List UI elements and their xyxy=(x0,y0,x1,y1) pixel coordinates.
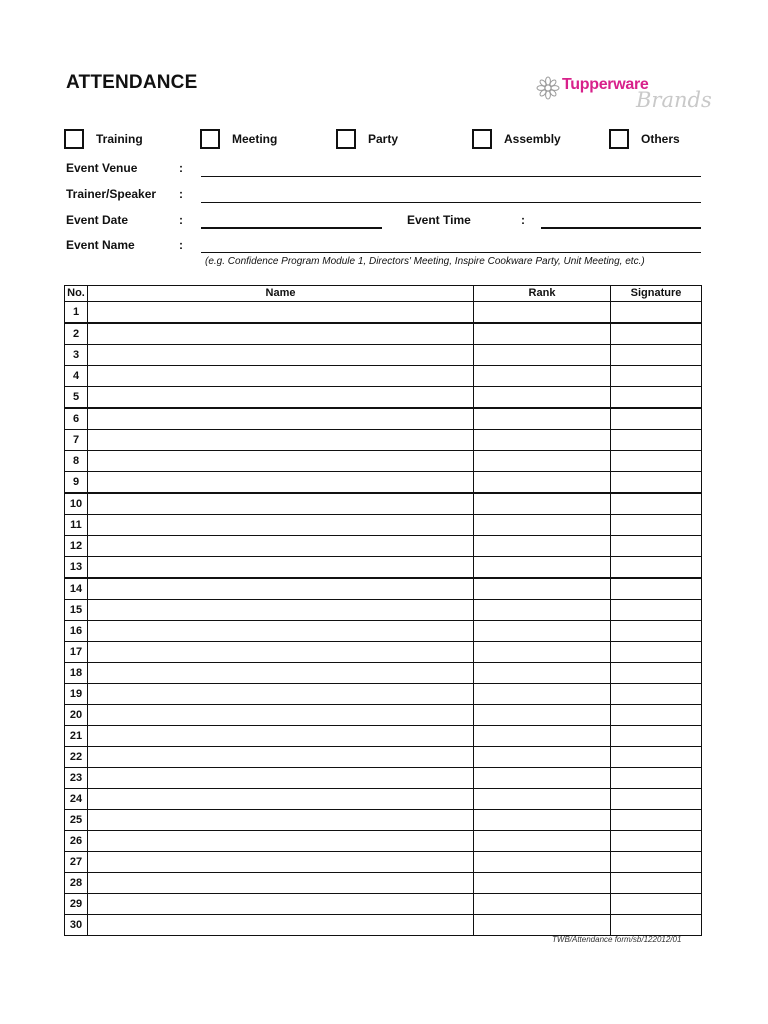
name-cell[interactable] xyxy=(88,366,474,387)
rank-cell[interactable] xyxy=(474,705,611,726)
row-number: 14 xyxy=(65,578,88,600)
table-row xyxy=(65,472,702,494)
name-cell[interactable] xyxy=(88,600,474,621)
training-label: Training xyxy=(96,132,143,146)
name-cell[interactable] xyxy=(88,536,474,557)
assembly-checkbox[interactable] xyxy=(472,129,492,149)
name-cell[interactable] xyxy=(88,810,474,831)
signature-cell[interactable] xyxy=(611,621,702,642)
row-number: 21 xyxy=(65,726,88,747)
row-number: 11 xyxy=(65,515,88,536)
signature-cell[interactable] xyxy=(611,536,702,557)
signature-cell[interactable] xyxy=(611,810,702,831)
table-header-row xyxy=(65,286,702,302)
rank-cell[interactable] xyxy=(474,430,611,451)
rank-cell[interactable] xyxy=(474,852,611,873)
option-party[interactable] xyxy=(336,129,398,149)
name-cell[interactable] xyxy=(88,472,474,494)
table-row xyxy=(65,408,702,430)
name-cell[interactable] xyxy=(88,831,474,852)
signature-cell[interactable] xyxy=(611,705,702,726)
table-row xyxy=(65,493,702,515)
name-cell[interactable] xyxy=(88,873,474,894)
signature-cell[interactable] xyxy=(611,915,702,936)
rank-cell[interactable] xyxy=(474,366,611,387)
rank-cell[interactable] xyxy=(474,684,611,705)
trainer-label: Trainer/Speaker xyxy=(66,187,157,201)
trainer-field[interactable] xyxy=(201,202,701,203)
name-cell[interactable] xyxy=(88,726,474,747)
rank-cell[interactable] xyxy=(474,663,611,684)
table-row xyxy=(65,621,702,642)
option-meeting[interactable] xyxy=(200,129,277,149)
signature-cell[interactable] xyxy=(611,366,702,387)
table-row xyxy=(65,557,702,579)
row-number: 1 xyxy=(65,302,88,324)
table-row xyxy=(65,768,702,789)
table-row xyxy=(65,387,702,409)
meeting-label: Meeting xyxy=(232,132,278,146)
rank-cell[interactable] xyxy=(474,578,611,600)
event-name-label: Event Name xyxy=(66,238,135,252)
option-others[interactable] xyxy=(609,129,680,149)
rank-cell[interactable] xyxy=(474,323,611,345)
table-row xyxy=(65,789,702,810)
event-date-field[interactable] xyxy=(201,227,382,229)
signature-cell[interactable] xyxy=(611,493,702,515)
signature-cell[interactable] xyxy=(611,302,702,324)
row-number: 30 xyxy=(65,915,88,936)
signature-cell[interactable] xyxy=(611,663,702,684)
table-row xyxy=(65,852,702,873)
name-cell[interactable] xyxy=(88,621,474,642)
signature-cell[interactable] xyxy=(611,747,702,768)
name-cell[interactable] xyxy=(88,451,474,472)
name-cell[interactable] xyxy=(88,408,474,430)
row-number: 29 xyxy=(65,894,88,915)
event-time-colon: : xyxy=(521,213,525,227)
signature-cell[interactable] xyxy=(611,430,702,451)
signature-cell[interactable] xyxy=(611,789,702,810)
table-row xyxy=(65,302,702,324)
row-number: 16 xyxy=(65,621,88,642)
rank-cell[interactable] xyxy=(474,408,611,430)
table-row xyxy=(65,810,702,831)
row-number: 7 xyxy=(65,430,88,451)
party-checkbox[interactable] xyxy=(336,129,356,149)
table-row xyxy=(65,663,702,684)
row-number: 20 xyxy=(65,705,88,726)
name-cell[interactable] xyxy=(88,684,474,705)
signature-cell[interactable] xyxy=(611,387,702,409)
name-cell[interactable] xyxy=(88,345,474,366)
row-number: 27 xyxy=(65,852,88,873)
rank-cell[interactable] xyxy=(474,302,611,324)
table-row xyxy=(65,366,702,387)
signature-cell[interactable] xyxy=(611,894,702,915)
table-row xyxy=(65,915,702,936)
rank-cell[interactable] xyxy=(474,873,611,894)
table-row xyxy=(65,515,702,536)
table-row xyxy=(65,747,702,768)
rank-cell[interactable] xyxy=(474,831,611,852)
rank-cell[interactable] xyxy=(474,726,611,747)
event-venue-label: Event Venue xyxy=(66,161,138,175)
signature-cell[interactable] xyxy=(611,873,702,894)
row-number: 13 xyxy=(65,557,88,579)
row-number: 10 xyxy=(65,493,88,515)
table-row xyxy=(65,323,702,345)
flower-icon xyxy=(536,76,560,100)
table-row xyxy=(65,894,702,915)
event-type-options xyxy=(0,129,768,153)
event-venue-colon: : xyxy=(179,161,183,175)
rank-cell[interactable] xyxy=(474,600,611,621)
row-number: 28 xyxy=(65,873,88,894)
table-row xyxy=(65,873,702,894)
rank-cell[interactable] xyxy=(474,915,611,936)
event-date-colon: : xyxy=(179,213,183,227)
table-row xyxy=(65,684,702,705)
name-cell[interactable] xyxy=(88,642,474,663)
table-row xyxy=(65,430,702,451)
table-row xyxy=(65,831,702,852)
rank-cell[interactable] xyxy=(474,536,611,557)
signature-cell[interactable] xyxy=(611,323,702,345)
row-number: 15 xyxy=(65,600,88,621)
rank-cell[interactable] xyxy=(474,472,611,494)
tupperware-logo xyxy=(536,70,712,122)
row-number: 17 xyxy=(65,642,88,663)
row-number: 19 xyxy=(65,684,88,705)
name-cell[interactable] xyxy=(88,894,474,915)
row-number: 18 xyxy=(65,663,88,684)
others-checkbox[interactable] xyxy=(609,129,629,149)
table-row xyxy=(65,451,702,472)
event-time-field[interactable] xyxy=(541,227,701,229)
signature-cell[interactable] xyxy=(611,451,702,472)
row-number: 12 xyxy=(65,536,88,557)
rank-cell[interactable] xyxy=(474,768,611,789)
signature-cell[interactable] xyxy=(611,831,702,852)
event-time-label: Event Time xyxy=(407,213,471,227)
signature-cell[interactable] xyxy=(611,345,702,366)
table-row xyxy=(65,578,702,600)
signature-cell[interactable] xyxy=(611,472,702,494)
row-number: 26 xyxy=(65,831,88,852)
event-name-field[interactable] xyxy=(201,252,701,253)
name-cell[interactable] xyxy=(88,663,474,684)
signature-cell[interactable] xyxy=(611,852,702,873)
name-cell[interactable] xyxy=(88,852,474,873)
rank-cell[interactable] xyxy=(474,557,611,579)
logo-subbrand: Brands xyxy=(636,88,712,112)
rank-cell[interactable] xyxy=(474,789,611,810)
name-cell[interactable] xyxy=(88,430,474,451)
rank-cell[interactable] xyxy=(474,810,611,831)
rank-cell[interactable] xyxy=(474,493,611,515)
name-cell[interactable] xyxy=(88,387,474,409)
others-label: Others xyxy=(641,132,680,146)
signature-cell[interactable] xyxy=(611,726,702,747)
trainer-colon: : xyxy=(179,187,183,201)
name-cell[interactable] xyxy=(88,557,474,579)
rank-cell[interactable] xyxy=(474,515,611,536)
row-number: 5 xyxy=(65,387,88,409)
attendance-table xyxy=(64,285,702,936)
meeting-checkbox[interactable] xyxy=(200,129,220,149)
rank-cell[interactable] xyxy=(474,642,611,663)
signature-cell[interactable] xyxy=(611,515,702,536)
event-name-hint: (e.g. Confidence Program Module 1, Directors' Meeting, Inspire Cookware Party, Unit Meeting, etc.) xyxy=(205,256,645,267)
party-label: Party xyxy=(368,132,399,146)
rank-cell[interactable] xyxy=(474,621,611,642)
name-cell[interactable] xyxy=(88,768,474,789)
name-cell[interactable] xyxy=(88,789,474,810)
rank-cell[interactable] xyxy=(474,747,611,768)
row-number: 9 xyxy=(65,472,88,494)
header-no: No. xyxy=(65,286,88,302)
page-title: ATTENDANCE xyxy=(66,72,198,93)
name-cell[interactable] xyxy=(88,302,474,324)
option-assembly[interactable] xyxy=(472,129,561,149)
logo-brand: Tupperware xyxy=(562,76,649,93)
table-row xyxy=(65,726,702,747)
row-number: 8 xyxy=(65,451,88,472)
assembly-label: Assembly xyxy=(504,132,561,146)
signature-cell[interactable] xyxy=(611,768,702,789)
signature-cell[interactable] xyxy=(611,642,702,663)
event-name-colon: : xyxy=(179,238,183,252)
name-cell[interactable] xyxy=(88,747,474,768)
event-venue-field[interactable] xyxy=(201,176,701,177)
name-cell[interactable] xyxy=(88,915,474,936)
signature-cell[interactable] xyxy=(611,408,702,430)
row-number: 22 xyxy=(65,747,88,768)
option-training[interactable] xyxy=(64,129,143,149)
row-number: 25 xyxy=(65,810,88,831)
name-cell[interactable] xyxy=(88,578,474,600)
name-cell[interactable] xyxy=(88,493,474,515)
rank-cell[interactable] xyxy=(474,345,611,366)
table-row xyxy=(65,536,702,557)
form-code: TWB/Attendance form/sb/122012/01 xyxy=(552,935,682,944)
signature-cell[interactable] xyxy=(611,600,702,621)
signature-cell[interactable] xyxy=(611,557,702,579)
row-number: 2 xyxy=(65,323,88,345)
header-signature: Signature xyxy=(611,286,702,302)
row-number: 6 xyxy=(65,408,88,430)
table-row xyxy=(65,705,702,726)
rank-cell[interactable] xyxy=(474,894,611,915)
rank-cell[interactable] xyxy=(474,387,611,409)
header-name: Name xyxy=(88,286,474,302)
signature-cell[interactable] xyxy=(611,684,702,705)
event-date-label: Event Date xyxy=(66,213,129,227)
row-number: 4 xyxy=(65,366,88,387)
row-number: 3 xyxy=(65,345,88,366)
rank-cell[interactable] xyxy=(474,451,611,472)
table-row xyxy=(65,600,702,621)
row-number: 23 xyxy=(65,768,88,789)
training-checkbox[interactable] xyxy=(64,129,84,149)
signature-cell[interactable] xyxy=(611,578,702,600)
row-number: 24 xyxy=(65,789,88,810)
table-row xyxy=(65,642,702,663)
table-row xyxy=(65,345,702,366)
name-cell[interactable] xyxy=(88,323,474,345)
name-cell[interactable] xyxy=(88,705,474,726)
name-cell[interactable] xyxy=(88,515,474,536)
header-rank: Rank xyxy=(474,286,611,302)
